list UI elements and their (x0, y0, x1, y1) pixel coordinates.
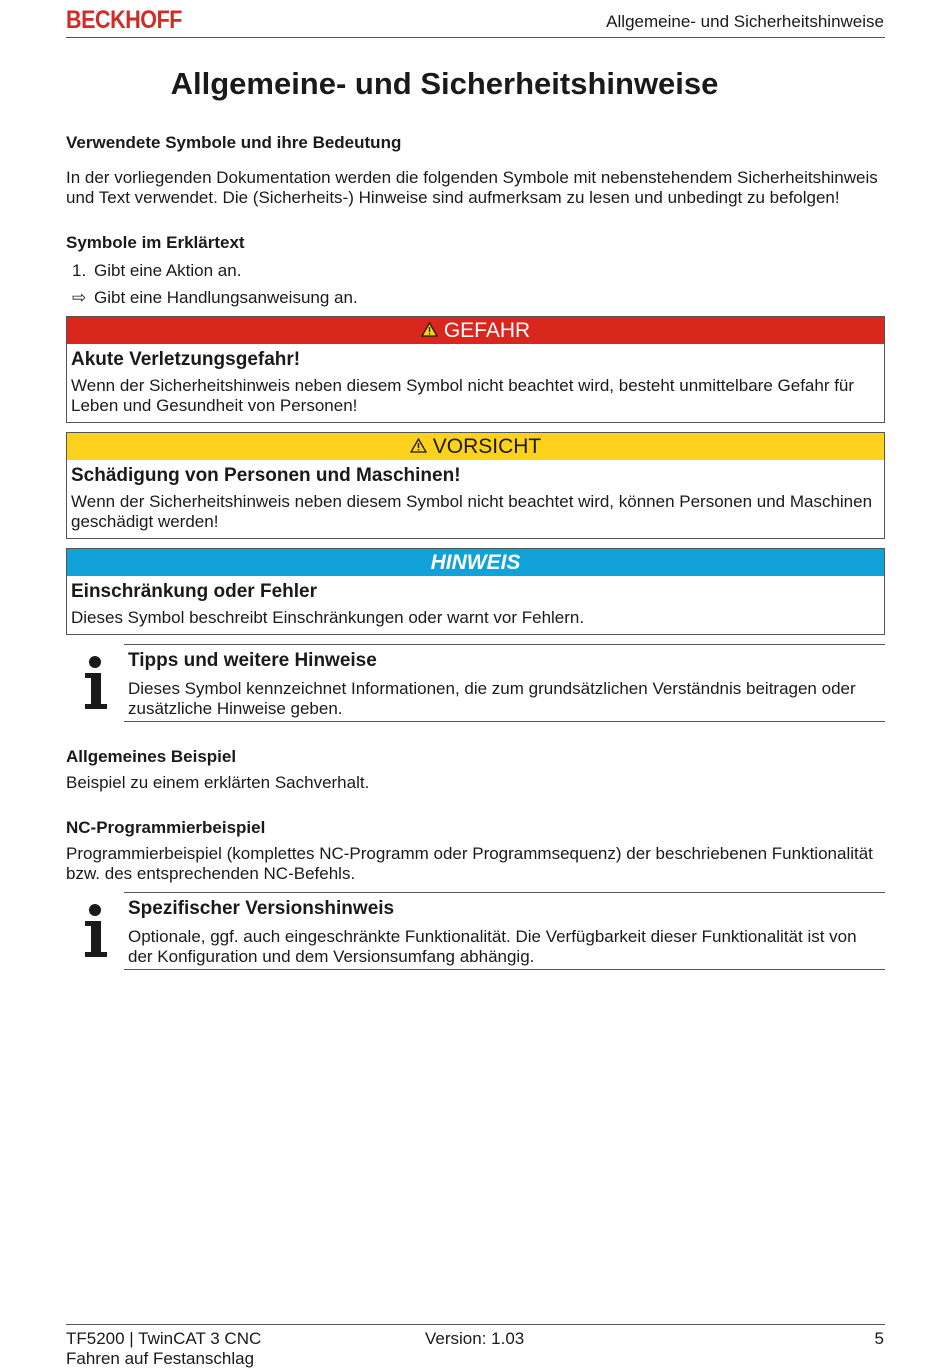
nc-example-heading: NC-Programmierbeispiel (66, 818, 266, 837)
caution-text: Wenn der Sicherheitshinweis neben diesem Symbol nicht beachtet wird, können Personen und Maschinen geschädigt werden! (71, 492, 873, 531)
version-note-title: Spezifischer Versionshinweis (128, 898, 395, 919)
header-divider (66, 37, 885, 38)
version-note-block (66, 892, 885, 972)
info-icon (82, 904, 108, 963)
warning-triangle-icon (421, 317, 438, 344)
tips-bottom-divider (124, 721, 885, 722)
page-number: 5 (874, 1329, 884, 1348)
symbols-intro: In der vorliegenden Dokumentation werden die folgenden Symbole mit nebenstehendem Sicherheitshinweis und Text verwendet. Die (Sicherheits-) Hinweise sind aufmerksam zu lesen und unbedingt zu befolgen! (66, 168, 878, 207)
nc-example-text: Programmierbeispiel (komplettes NC-Programm oder Programmsequenz) der beschriebenen Funktionalität bzw. des entsprechenden NC-Befehls. (66, 844, 873, 883)
note-notice (66, 548, 885, 635)
note-title: Einschränkung oder Fehler (71, 581, 317, 602)
list-item-text: Gibt eine Handlungsanweisung an. (94, 288, 358, 307)
explain-heading: Symbole im Erklärtext (66, 233, 245, 252)
version-note-text: Optionale, ggf. auch eingeschränkte Funktionalität. Die Verfügbarkeit dieser Funktionalität ist von der Konfiguration und dem Versionsumfang abhängig. (128, 927, 857, 966)
danger-bar (67, 317, 884, 344)
list-item-text: Gibt eine Aktion an. (94, 261, 242, 280)
tips-text: Dieses Symbol kennzeichnet Informationen, die zum grundsätzlichen Verständnis beitragen oder zusätzliche Hinweise geben. (128, 679, 856, 718)
arrow-right-icon: ⇨ (72, 288, 87, 307)
list-item (72, 261, 241, 280)
example-text: Beispiel zu einem erklärten Sachverhalt. (66, 773, 370, 792)
note-label: HINWEIS (430, 551, 521, 574)
danger-title: Akute Verletzungsgefahr! (71, 349, 301, 370)
footer-product: TF5200 | TwinCAT 3 CNC (66, 1329, 262, 1348)
footer-document: Fahren auf Festanschlag (66, 1349, 255, 1368)
version-note-bottom-divider (124, 969, 885, 970)
example-heading: Allgemeines Beispiel (66, 747, 237, 766)
footer-divider (66, 1324, 885, 1325)
caution-notice (66, 432, 885, 539)
footer-version: Version: 1.03 (425, 1329, 525, 1348)
symbols-heading: Verwendete Symbole und ihre Bedeutung (66, 133, 402, 152)
beckhoff-logo: BECKHOFF (66, 6, 183, 34)
info-icon (82, 656, 108, 715)
warning-triangle-icon (410, 433, 427, 460)
note-text: Dieses Symbol beschreibt Einschränkungen oder warnt vor Fehlern. (71, 608, 585, 627)
header-section-title: Allgemeine- und Sicherheitshinweise (606, 12, 884, 31)
note-bar (67, 549, 884, 576)
danger-notice (66, 316, 885, 423)
tips-block (66, 644, 885, 724)
tips-top-divider (124, 644, 885, 645)
version-note-top-divider (124, 892, 885, 893)
list-item (72, 288, 358, 307)
caution-label: VORSICHT (432, 435, 542, 458)
list-marker-number: 1. (72, 261, 87, 280)
danger-text: Wenn der Sicherheitshinweis neben diesem Symbol nicht beachtet wird, besteht unmittelbare Gefahr für Leben und Gesundheit von Personen! (71, 376, 855, 415)
danger-label: GEFAHR (443, 319, 531, 342)
caution-bar (67, 433, 884, 460)
page-title: Allgemeine- und Sicherheitshinweise (170, 66, 719, 101)
caution-title: Schädigung von Personen und Maschinen! (71, 465, 461, 486)
tips-title: Tipps und weitere Hinweise (128, 650, 377, 671)
